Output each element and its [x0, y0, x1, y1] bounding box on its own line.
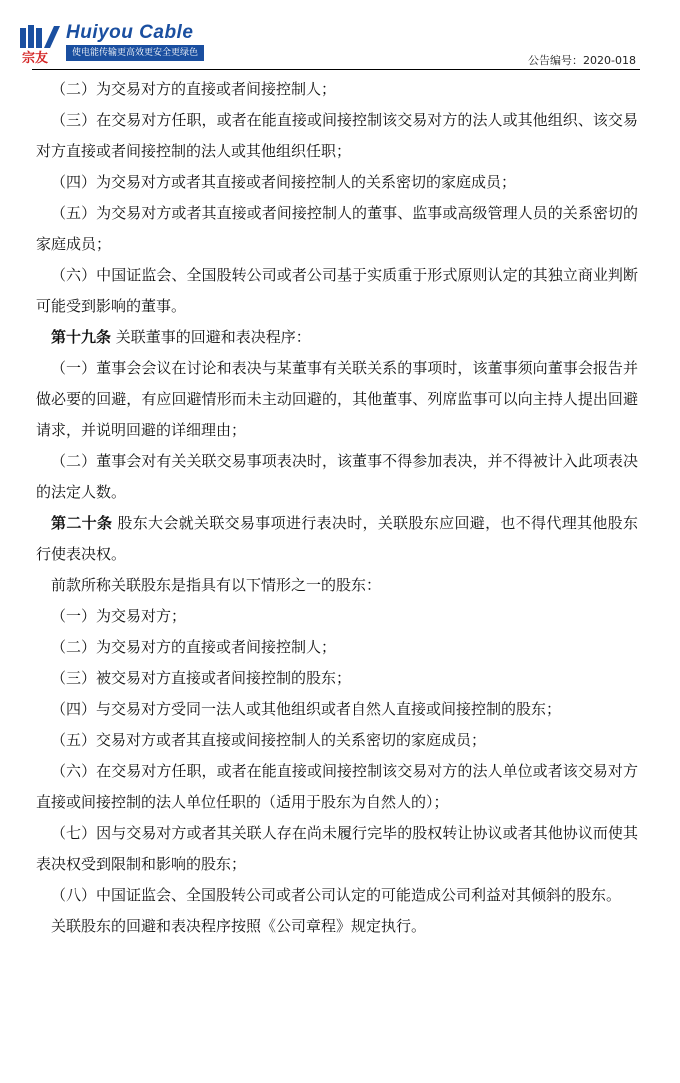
paragraph	[36, 105, 638, 167]
paragraph-text: （五）为交易对方或者其直接或者间接控制人的董事、监事或高级管理人员的关系密切的家庭成员；	[36, 204, 638, 253]
paragraph	[36, 818, 638, 880]
paragraph	[36, 167, 638, 198]
paragraph	[36, 880, 638, 911]
logo-brand-name: Huiyou Cable	[66, 22, 194, 43]
paragraph	[36, 446, 638, 508]
header-divider	[32, 69, 640, 70]
paragraph-text: （六）中国证监会、全国股转公司或者公司基于实质重于形式原则认定的其独立商业判断可能受到影响的董事。	[36, 266, 638, 315]
article-heading: 第十九条	[51, 328, 112, 346]
paragraph	[36, 260, 638, 322]
paragraph	[36, 508, 638, 570]
logo-slogan: 使电能传输更高效更安全更绿色	[66, 45, 204, 61]
paragraph	[36, 198, 638, 260]
article-heading: 第二十条	[51, 514, 113, 532]
paragraph-text: （八）中国证监会、全国股转公司或者公司认定的可能造成公司利益对其倾斜的股东。	[51, 886, 622, 904]
paragraph	[36, 663, 638, 694]
paragraph-text: （五）交易对方或者其直接或间接控制人的关系密切的家庭成员；	[51, 731, 487, 749]
paragraph	[36, 756, 638, 818]
paragraph-text: 前款所称关联股东是指具有以下情形之一的股东：	[51, 576, 382, 594]
paragraph	[36, 353, 638, 446]
paragraph	[36, 725, 638, 756]
paragraph-text: 股东大会就关联交易事项进行表决时，关联股东应回避，也不得代理其他股东行使表决权。	[36, 514, 638, 563]
paragraph-text: （二）董事会对有关关联交易事项表决时，该董事不得参加表决，并不得被计入此项表决的法定人数。	[36, 452, 638, 501]
paragraph-text: （四）与交易对方受同一法人或其他组织或者自然人直接或间接控制的股东；	[51, 700, 562, 718]
paragraph	[36, 694, 638, 725]
company-logo	[18, 22, 208, 68]
paragraph-text: （二）为交易对方的直接或者间接控制人；	[51, 80, 337, 98]
paragraph	[36, 632, 638, 663]
page-header	[0, 0, 680, 76]
paragraph-text: （七）因与交易对方或者其关联人存在尚未履行完毕的股权转让协议或者其他协议而使其表决权受到限制和影响的股东；	[36, 824, 638, 873]
document-body	[36, 74, 638, 942]
paragraph	[36, 74, 638, 105]
paragraph-text: （三）在交易对方任职，或者在能直接或间接控制该交易对方的法人或其他组织、该交易对方直接或者间接控制的法人或其他组织任职；	[36, 111, 638, 160]
logo-chinese-name: 宗友	[22, 51, 49, 66]
paragraph-text: （一）董事会会议在讨论和表决与某董事有关联关系的事项时，该董事须向董事会报告并做必要的回避，有应回避情形而未主动回避的，其他董事、列席监事可以向主持人提出回避请求，并说明回避的详细理由；	[36, 359, 638, 439]
paragraph-text: （二）为交易对方的直接或者间接控制人；	[51, 638, 337, 656]
paragraph-text: （一）为交易对方；	[51, 607, 187, 625]
paragraph	[36, 911, 638, 942]
paragraph	[36, 601, 638, 632]
paragraph-text: （六）在交易对方任职，或者在能直接或间接控制该交易对方的法人单位或者该交易对方直接或间接控制的法人单位任职的（适用于股东为自然人的）；	[36, 762, 638, 811]
paragraph-text: （四）为交易对方或者其直接或者间接控制人的关系密切的家庭成员；	[51, 173, 517, 191]
paragraph	[36, 322, 638, 353]
paragraph-text: 关联董事的回避和表决程序：	[111, 328, 311, 346]
paragraph-text: 关联股东的回避和表决程序按照《公司章程》规定执行。	[51, 917, 427, 935]
paragraph-text: （三）被交易对方直接或者间接控制的股东；	[51, 669, 352, 687]
notice-number: 公告编号：2020-018	[528, 54, 636, 67]
paragraph	[36, 570, 638, 601]
